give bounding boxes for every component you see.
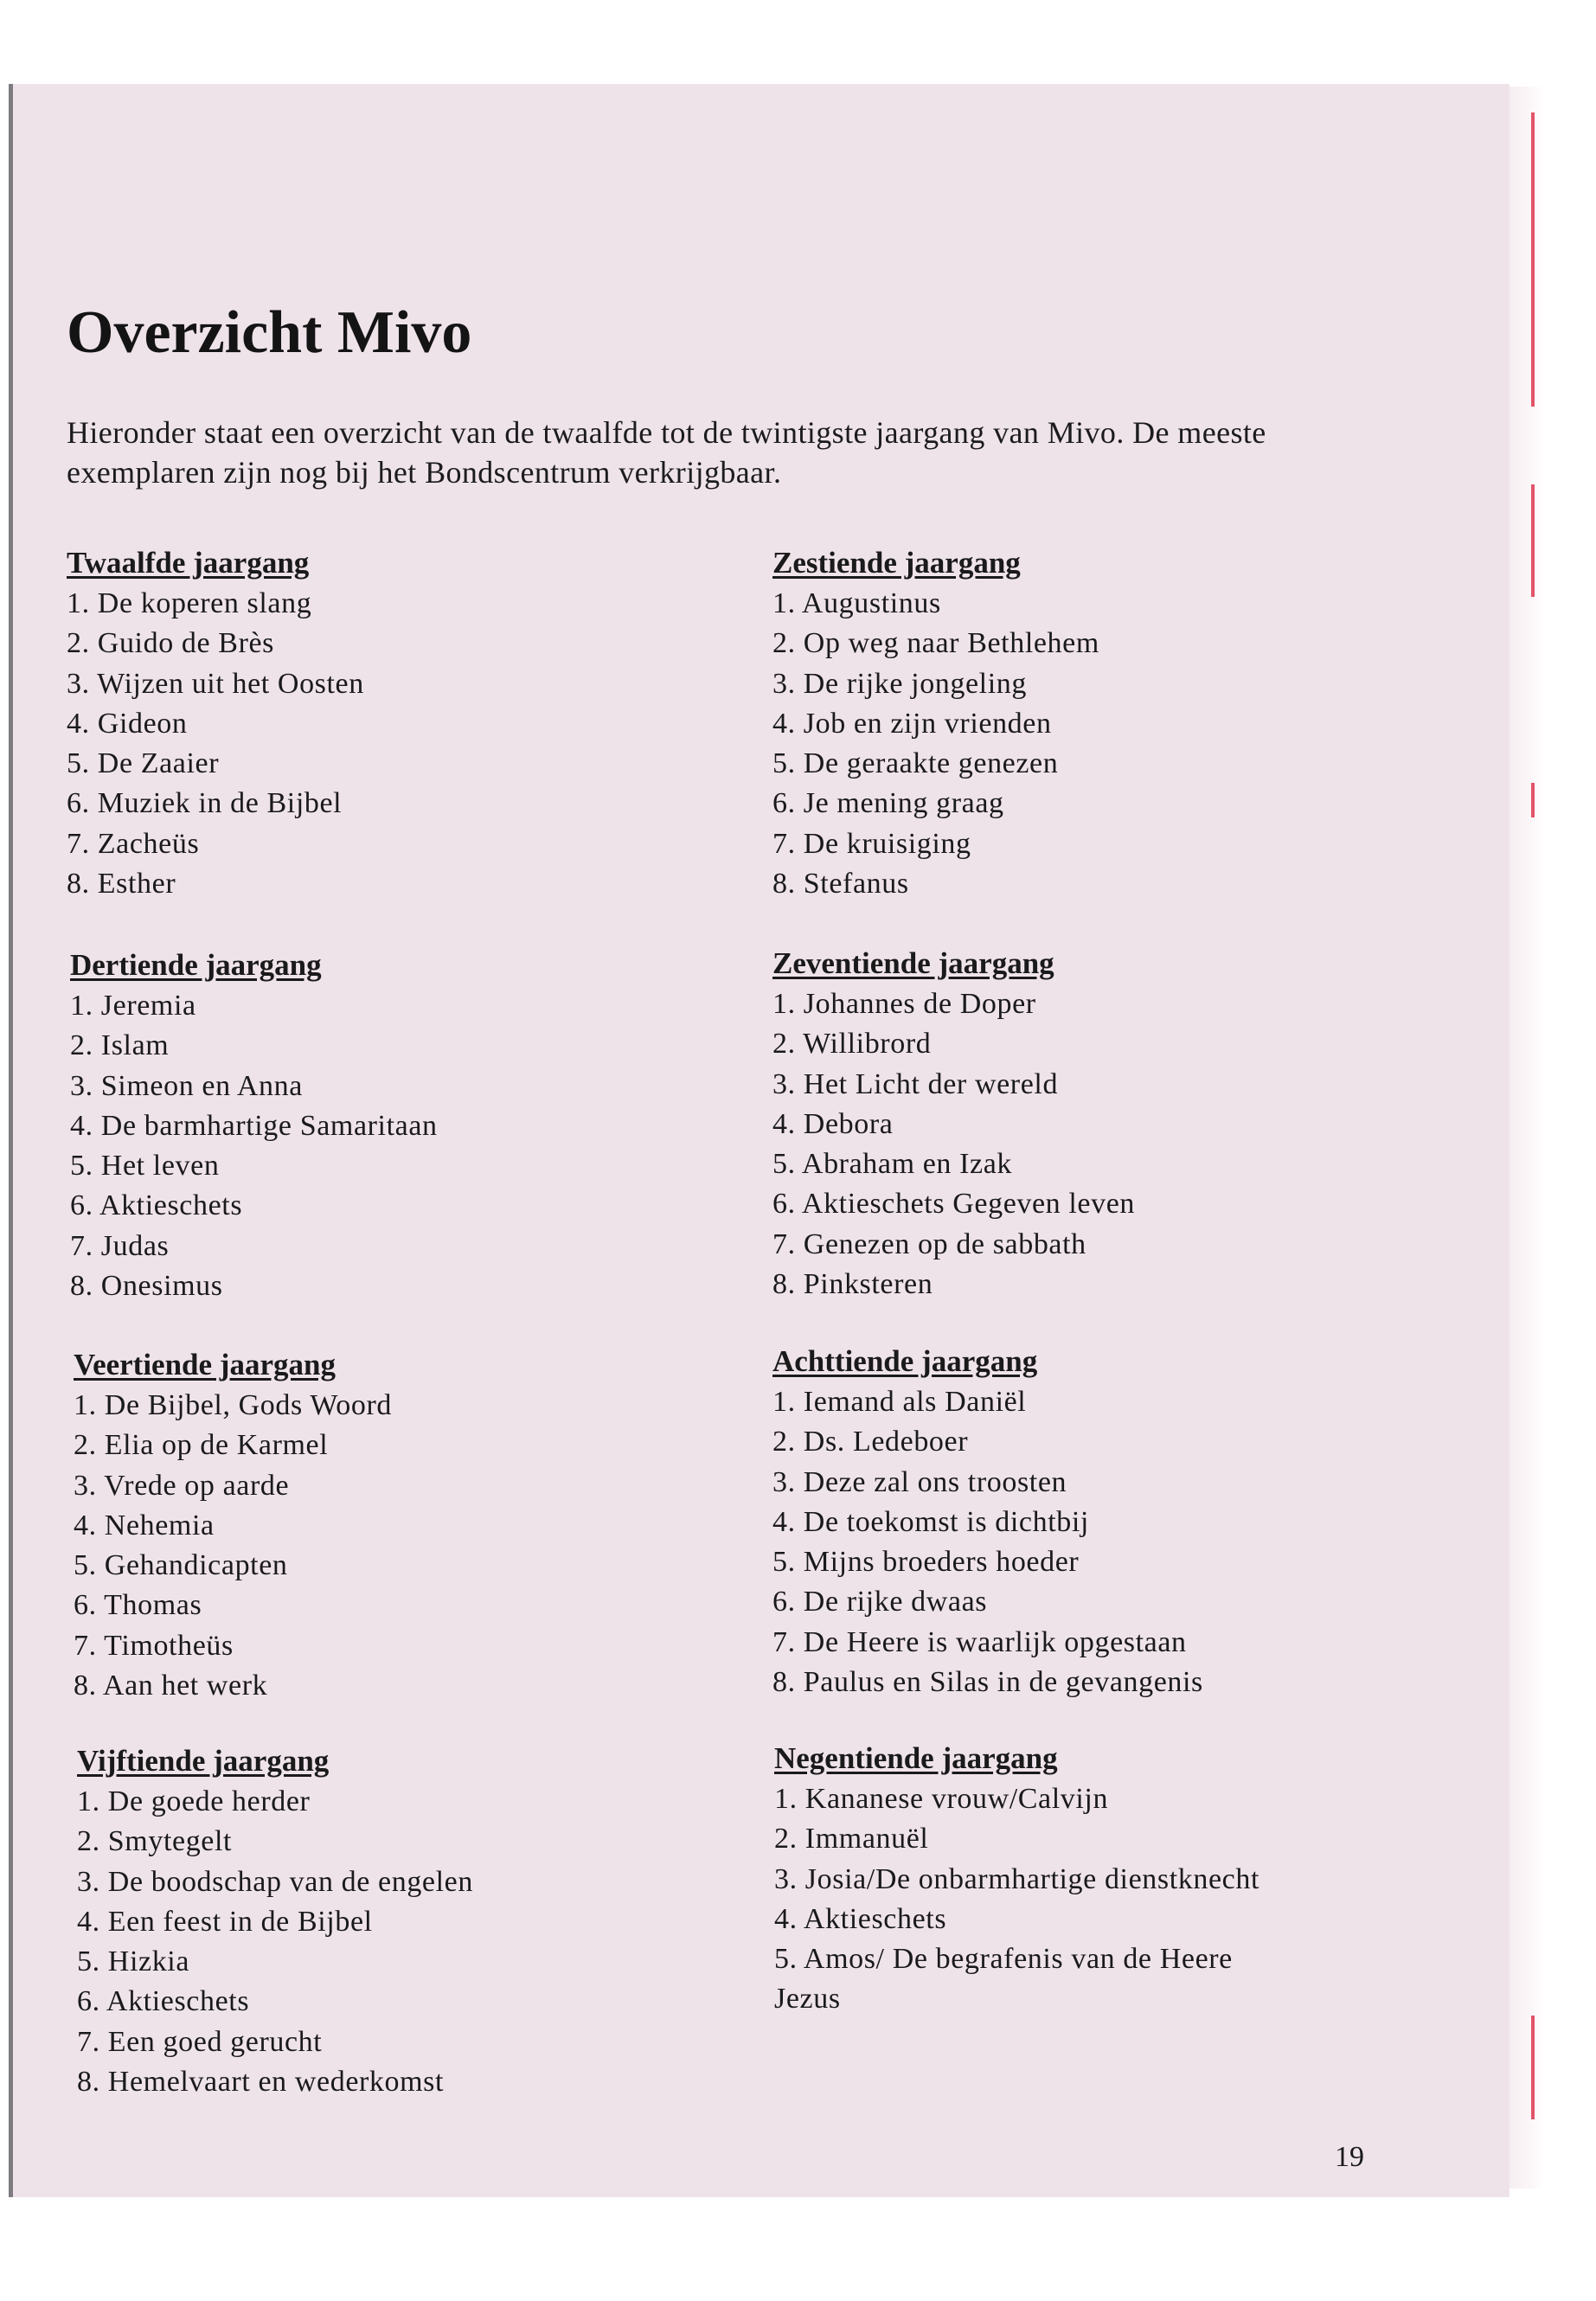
red-margin-mark (1531, 2016, 1535, 2119)
section-heading: Vijftiende jaargang (77, 1744, 330, 1778)
list-item: 8. Onesimus (70, 1270, 223, 1303)
section-zestiende-jaargang (772, 542, 1099, 904)
list-item: 1. Kananese vrouw/Calvijn (774, 1783, 1109, 1815)
section-heading: Zestiende jaargang (772, 546, 1021, 580)
red-margin-mark (1531, 112, 1535, 407)
section-negentiende-jaargang (774, 1738, 1259, 2020)
list-item: 4. Job en zijn vrienden (772, 707, 1052, 740)
list-item: 7. Judas (70, 1229, 170, 1262)
list-item: 2. Willibrord (772, 1028, 932, 1061)
list-item: 5. Het leven (70, 1150, 220, 1183)
section-zeventiende-jaargang (772, 943, 1135, 1304)
list-item: 5. Gehandicapten (74, 1549, 288, 1582)
list-item: 5. Amos/ De begrafenis van de Heere (774, 1943, 1233, 1976)
list-item: 7. Zacheüs (67, 827, 200, 860)
list-item: 1. De Bijbel, Gods Woord (74, 1389, 393, 1421)
list-item-continuation: Jezus (774, 1983, 841, 2016)
list-item: 3. De boodschap van de engelen (77, 1865, 473, 1898)
section-vijftiende-jaargang (77, 1740, 473, 2102)
list-item: 6. Thomas (74, 1589, 202, 1622)
list-item: 1. Augustinus (772, 587, 941, 619)
page-title: Overzicht Mivo (67, 299, 472, 366)
list-item: 8. Esther (67, 868, 176, 901)
section-heading: Zeventiende jaargang (772, 946, 1054, 980)
section-heading: Negentiende jaargang (774, 1741, 1058, 1775)
list-item: 8. Pinksteren (772, 1268, 933, 1301)
list-item: 7. De kruisiging (772, 827, 971, 860)
list-item: 3. Josia/De onbarmhartige dienstknecht (774, 1862, 1259, 1895)
list-item: 6. De rijke dwaas (772, 1586, 988, 1618)
list-item: 8. Hemelvaart en wederkomst (77, 2066, 445, 2099)
list-item: 7. Timotheüs (74, 1629, 234, 1662)
intro-paragraph: Hieronder staat een overzicht van de twaalfde tot de twintigste jaargang van Mivo. De meeste exemplaren zijn nog bij het Bondscentrum verkrijgbaar. (67, 415, 1266, 490)
bleed-through-text (532, 300, 555, 400)
list-item: 1. De goede herder (77, 1785, 311, 1817)
list-item: 7. Een goed gerucht (77, 2025, 323, 2058)
list-item: 8. Aan het werk (74, 1670, 268, 1702)
list-item: 7. De Heere is waarlijk opgestaan (772, 1625, 1187, 1658)
list-item: 3. Simeon en Anna (70, 1069, 303, 1102)
list-item: 5. Mijns broeders hoeder (772, 1546, 1080, 1579)
list-item: 2. Smytegelt (77, 1825, 233, 1858)
list-item: 5. De Zaaier (67, 747, 220, 780)
list-item: 1. Iemand als Daniël (772, 1386, 1027, 1418)
list-item: 5. De geraakte genezen (772, 747, 1059, 780)
section-dertiende-jaargang (70, 945, 438, 1306)
red-margin-mark (1531, 783, 1535, 817)
list-item: 7. Genezen op de sabbath (772, 1227, 1086, 1260)
list-item: 4. Nehemia (74, 1509, 215, 1541)
list-item: 6. Aktieschets (77, 1985, 250, 2018)
list-item: 1. Jeremia (70, 990, 196, 1022)
list-item: 2. Islam (70, 1029, 170, 1062)
list-item: 2. Guido de Brès (67, 627, 275, 660)
list-item: 4. De barmhartige Samaritaan (70, 1109, 438, 1142)
list-item: 2. Immanuël (774, 1823, 929, 1856)
list-item: 8. Stefanus (772, 868, 909, 901)
list-item: 2. Op weg naar Bethlehem (772, 627, 1099, 660)
page-edge-shadow (1509, 87, 1544, 2189)
list-item: 6. Je mening graag (772, 787, 1004, 820)
list-item: 4. Een feest in de Bijbel (77, 1905, 373, 1938)
section-achttiende-jaargang (772, 1341, 1203, 1702)
section-veertiende-jaargang (74, 1344, 392, 1706)
list-item: 4. Debora (772, 1107, 894, 1140)
section-heading: Dertiende jaargang (70, 948, 322, 982)
list-item: 3. Deze zal ons troosten (772, 1465, 1067, 1498)
list-item: 6. Muziek in de Bijbel (67, 787, 343, 820)
list-item: 5. Abraham en Izak (772, 1148, 1013, 1181)
list-item: 4. Aktieschets (774, 1902, 947, 1935)
list-item: 1. De koperen slang (67, 587, 312, 619)
list-item: 4. De toekomst is dichtbij (772, 1505, 1089, 1538)
section-twaalfde-jaargang (67, 542, 364, 904)
list-item: 1. Johannes de Doper (772, 988, 1036, 1020)
list-item: 5. Hizkia (77, 1945, 190, 1978)
list-item: 4. Gideon (67, 707, 188, 740)
list-item: 3. Vrede op aarde (74, 1469, 290, 1502)
section-heading: Twaalfde jaargang (67, 546, 310, 580)
section-heading: Achttiende jaargang (772, 1344, 1038, 1378)
list-item: 3. De rijke jongeling (772, 667, 1027, 700)
red-margin-mark (1531, 484, 1535, 597)
list-item: 8. Paulus en Silas in de gevangenis (772, 1666, 1203, 1699)
list-item: 3. Het Licht der wereld (772, 1067, 1059, 1100)
list-item: 3. Wijzen uit het Oosten (67, 667, 364, 700)
list-item: 6. Aktieschets Gegeven leven (772, 1188, 1136, 1221)
document-page (9, 84, 1509, 2197)
list-item: 2. Ds. Ledeboer (772, 1426, 969, 1458)
section-heading: Veertiende jaargang (74, 1348, 336, 1381)
page-number: 19 (1335, 2141, 1364, 2173)
list-item: 2. Elia op de Karmel (74, 1429, 329, 1462)
list-item: 6. Aktieschets (70, 1189, 243, 1222)
